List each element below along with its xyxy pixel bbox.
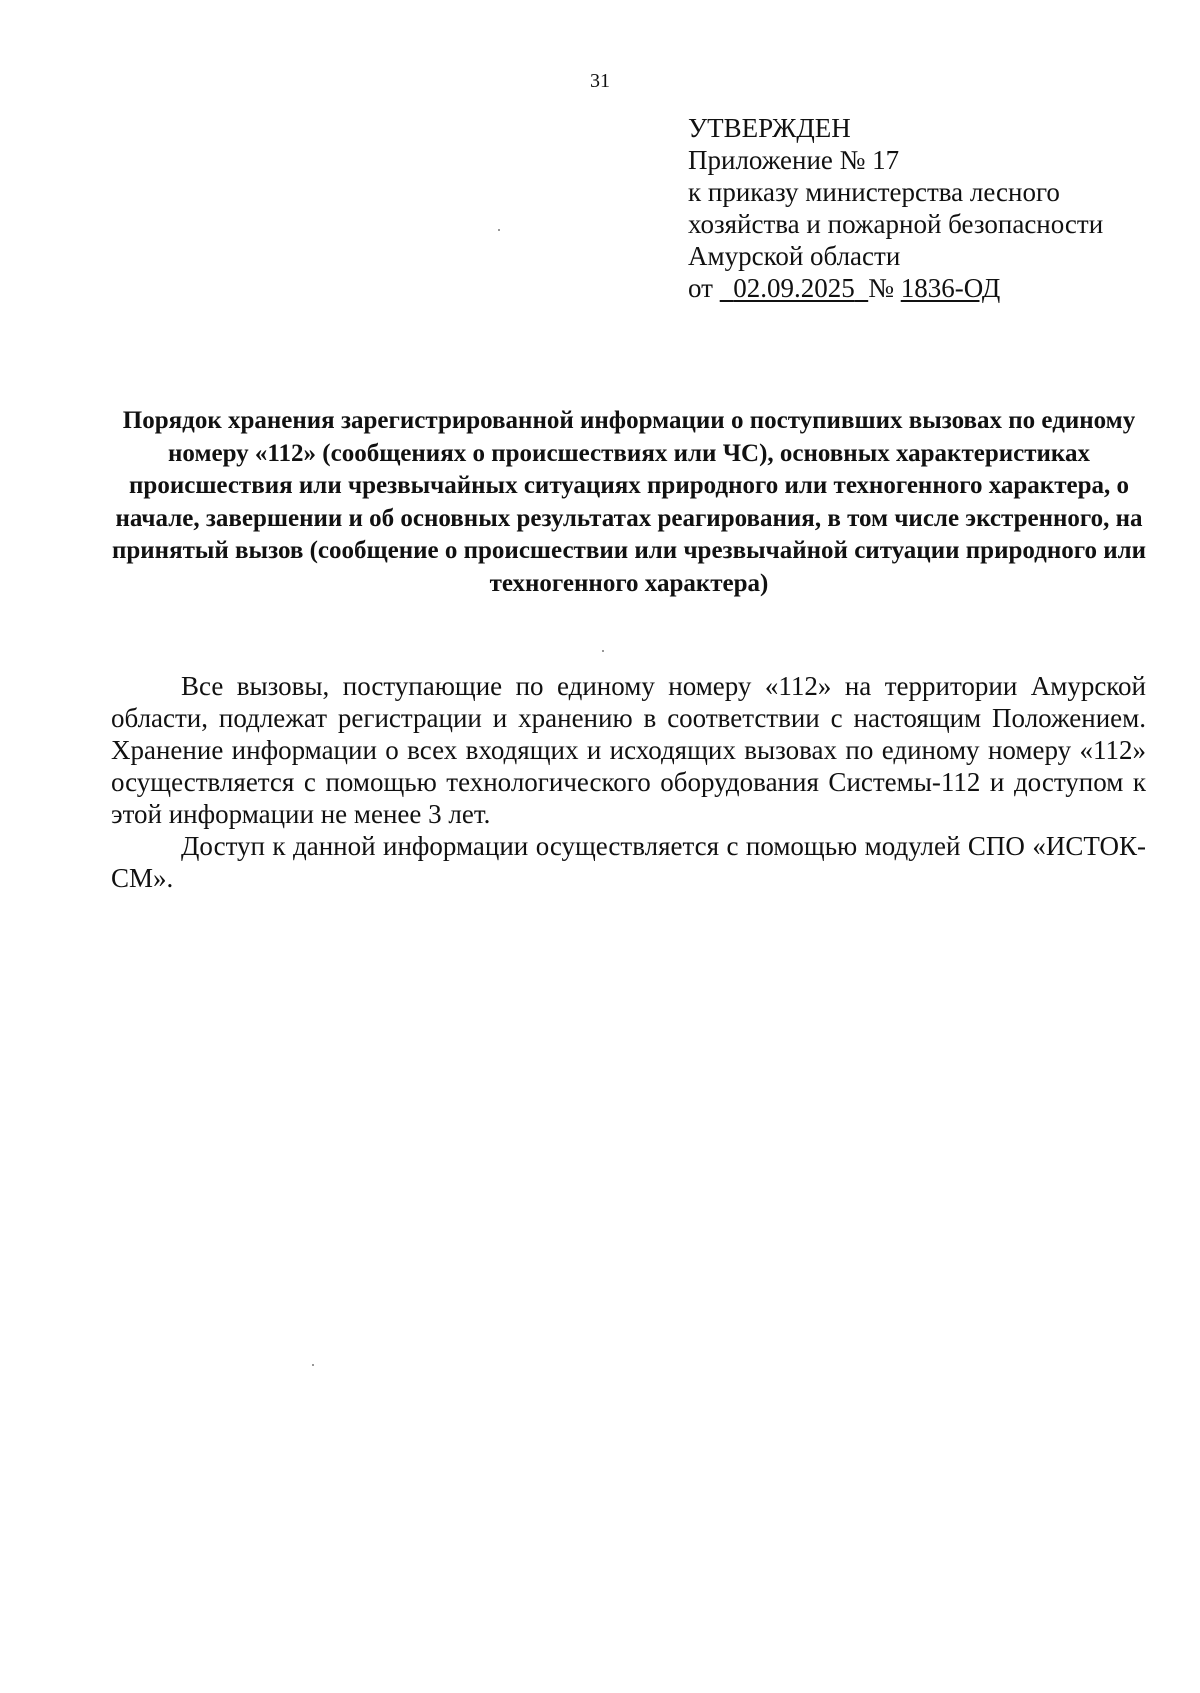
scan-speck <box>312 1364 314 1366</box>
approval-status: УТВЕРЖДЕН <box>688 113 851 143</box>
document-body <box>111 670 1146 894</box>
scan-speck <box>498 229 500 231</box>
approval-date-line <box>688 272 1178 304</box>
approval-line-3: Амурской области <box>688 241 901 271</box>
approval-block <box>688 112 1178 304</box>
approval-line-1: к приказу министерства лесного <box>688 177 1060 207</box>
approval-line-2: хозяйства и пожарной безопасности <box>688 209 1104 239</box>
paragraph: Все вызовы, поступающие по единому номеру «112» на территории Амурской области, подлежат регистрации и хранению в соответствии с настоящим Положением. Хранение информации о всех входящих и исходящих вызовах по единому номеру «112» осуществляется с помощью технологического оборудования Системы-112 и доступом к этой информации не менее 3 лет. <box>111 671 1146 829</box>
paragraph: Доступ к данной информации осуществляется с помощью модулей СПО «ИСТОК-СМ». <box>111 831 1146 893</box>
approval-appendix: Приложение № 17 <box>688 145 900 175</box>
page-number: 31 <box>590 70 610 92</box>
approval-number-prefix: № <box>868 273 894 303</box>
scan-speck <box>602 650 604 652</box>
approval-date-prefix: от <box>688 273 713 303</box>
approval-number: 1836-ОД <box>900 273 1001 303</box>
approval-date: 02.09.2025 <box>733 273 855 303</box>
document-title: Порядок хранения зарегистрированной информации о поступивших вызовах по единому номеру «112» (сообщениях о происшествиях или ЧС), основных характеристиках происшествия или чрезвычайных ситуациях природного или техногенного характера, о начале, завершении и об основных результатах реагирования, в том числе экстренного, на принятый вызов (сообщение о происшествии или чрезвычайной ситуации природного или техногенного характера) <box>111 407 1147 597</box>
